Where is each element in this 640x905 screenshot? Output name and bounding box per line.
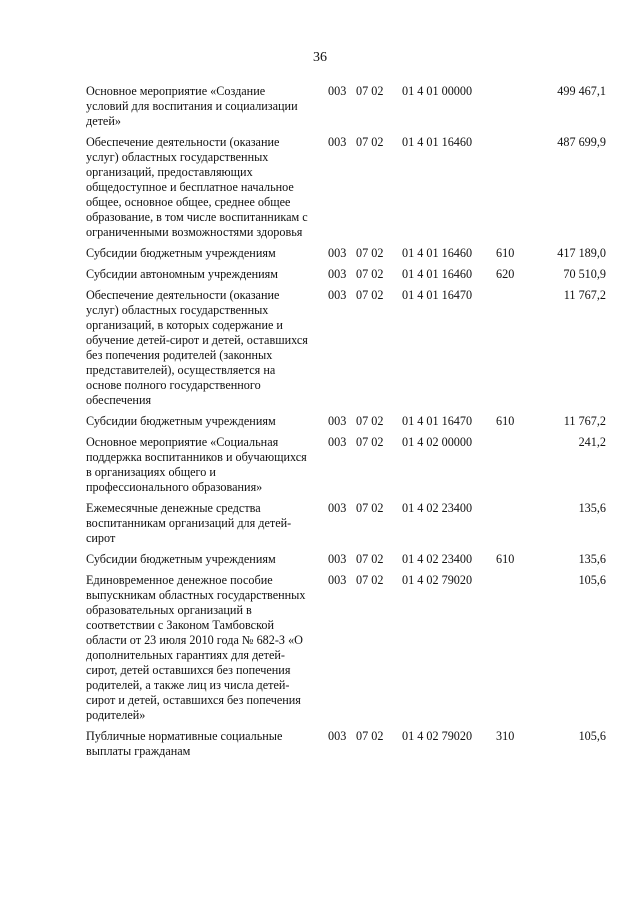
row-target-code: 01 4 02 23400: [402, 501, 473, 515]
row-expense-type: [496, 435, 522, 501]
row-expense-type: [496, 84, 522, 135]
row-name: Публичные нормативные социальные выплаты гражданам: [86, 729, 283, 758]
row-amount: 487 699,9: [557, 135, 606, 149]
row-target-code: 01 4 01 16470: [402, 288, 473, 302]
row-target-code: 01 4 02 79020: [402, 573, 473, 587]
row-expense-type: 610: [496, 414, 515, 428]
row-expense-type: 610: [496, 246, 515, 260]
row-target-code: 01 4 02 23400: [402, 552, 473, 566]
row-name: Обеспечение деятельности (оказание услуг) областных государственных организаций, предоставляющих общедоступное и бесплатное начальное общее, основное общее, среднее общее образование, в том числе воспитанникам с ограниченными возможностями здоровья: [86, 135, 308, 239]
row-target-code: 01 4 02 79020: [402, 729, 473, 743]
page-number: 36: [313, 50, 327, 65]
row-section-code: 07 02: [356, 135, 384, 149]
row-name: Субсидии автономным учреждениям: [86, 267, 278, 281]
budget-table: [86, 84, 606, 765]
row-expense-type: 620: [496, 267, 515, 281]
row-section-code: 07 02: [356, 501, 384, 515]
row-section-code: 07 02: [356, 288, 384, 302]
row-section-code: 07 02: [356, 552, 384, 566]
row-amount: 417 189,0: [557, 246, 606, 260]
row-target-code: 01 4 01 16460: [402, 135, 473, 149]
row-name: Обеспечение деятельности (оказание услуг) областных государственных организаций, в которых содержание и обучение детей-сирот и детей, оставшихся без попечения родителей (законных представителей), осуществляется на основе полного государственного обеспечения: [86, 288, 308, 407]
row-admin-code: 003: [328, 573, 347, 587]
table-row: [86, 288, 606, 414]
row-name: Субсидии бюджетным учреждениям: [86, 246, 276, 260]
row-name: Единовременное денежное пособие выпускникам областных государственных образовательных организаций в соответствии с Законом Тамбовской области от 23 июля 2010 года № 682-З «О дополнительных гарантиях для детей-сирот, детей оставшихся без попечения родителей, а также лиц из числа детей-сирот и детей, оставшихся без попечения родителей»: [86, 573, 306, 722]
row-amount: 70 510,9: [563, 267, 606, 281]
row-admin-code: 003: [328, 84, 347, 98]
row-name: Субсидии бюджетным учреждениям: [86, 552, 276, 566]
table-row: [86, 435, 606, 501]
row-expense-type: 610: [496, 552, 515, 566]
row-admin-code: 003: [328, 267, 347, 281]
row-admin-code: 003: [328, 135, 347, 149]
row-amount: 241,2: [578, 435, 606, 449]
row-target-code: 01 4 02 00000: [402, 435, 473, 449]
table-row: [86, 552, 606, 573]
row-section-code: 07 02: [356, 435, 384, 449]
row-admin-code: 003: [328, 501, 347, 515]
row-target-code: 01 4 01 00000: [402, 84, 473, 98]
row-name: Субсидии бюджетным учреждениям: [86, 414, 276, 428]
row-expense-type: [496, 288, 522, 414]
row-name: Основное мероприятие «Социальная поддержка воспитанников и обучающихся в организациях общего и профессионального образования»: [86, 435, 307, 494]
table-row: [86, 135, 606, 246]
row-target-code: 01 4 01 16460: [402, 267, 473, 281]
table-row: [86, 414, 606, 435]
row-section-code: 07 02: [356, 573, 384, 587]
table-row: [86, 84, 606, 135]
row-amount: 135,6: [578, 501, 606, 515]
table-row: [86, 267, 606, 288]
row-section-code: 07 02: [356, 246, 384, 260]
row-name: Ежемесячные денежные средства воспитанникам организаций для детей-сирот: [86, 501, 292, 545]
row-admin-code: 003: [328, 729, 347, 743]
row-amount: 135,6: [578, 552, 606, 566]
row-amount: 499 467,1: [557, 84, 606, 98]
row-name: Основное мероприятие «Создание условий для воспитания и социализации детей»: [86, 84, 298, 128]
table-row: [86, 246, 606, 267]
row-admin-code: 003: [328, 246, 347, 260]
row-section-code: 07 02: [356, 414, 384, 428]
row-expense-type: [496, 501, 522, 552]
row-amount: 105,6: [578, 729, 606, 743]
row-expense-type: 310: [496, 729, 515, 743]
row-admin-code: 003: [328, 414, 347, 428]
row-expense-type: [496, 135, 522, 246]
row-expense-type: [496, 573, 522, 729]
row-section-code: 07 02: [356, 267, 384, 281]
row-target-code: 01 4 01 16460: [402, 246, 473, 260]
row-amount: 11 767,2: [563, 288, 606, 302]
row-admin-code: 003: [328, 435, 347, 449]
row-admin-code: 003: [328, 552, 347, 566]
table-row: [86, 501, 606, 552]
table-row: [86, 573, 606, 729]
row-target-code: 01 4 01 16470: [402, 414, 473, 428]
row-amount: 105,6: [578, 573, 606, 587]
row-admin-code: 003: [328, 288, 347, 302]
table-row: [86, 729, 606, 765]
row-section-code: 07 02: [356, 84, 384, 98]
row-amount: 11 767,2: [563, 414, 606, 428]
row-section-code: 07 02: [356, 729, 384, 743]
